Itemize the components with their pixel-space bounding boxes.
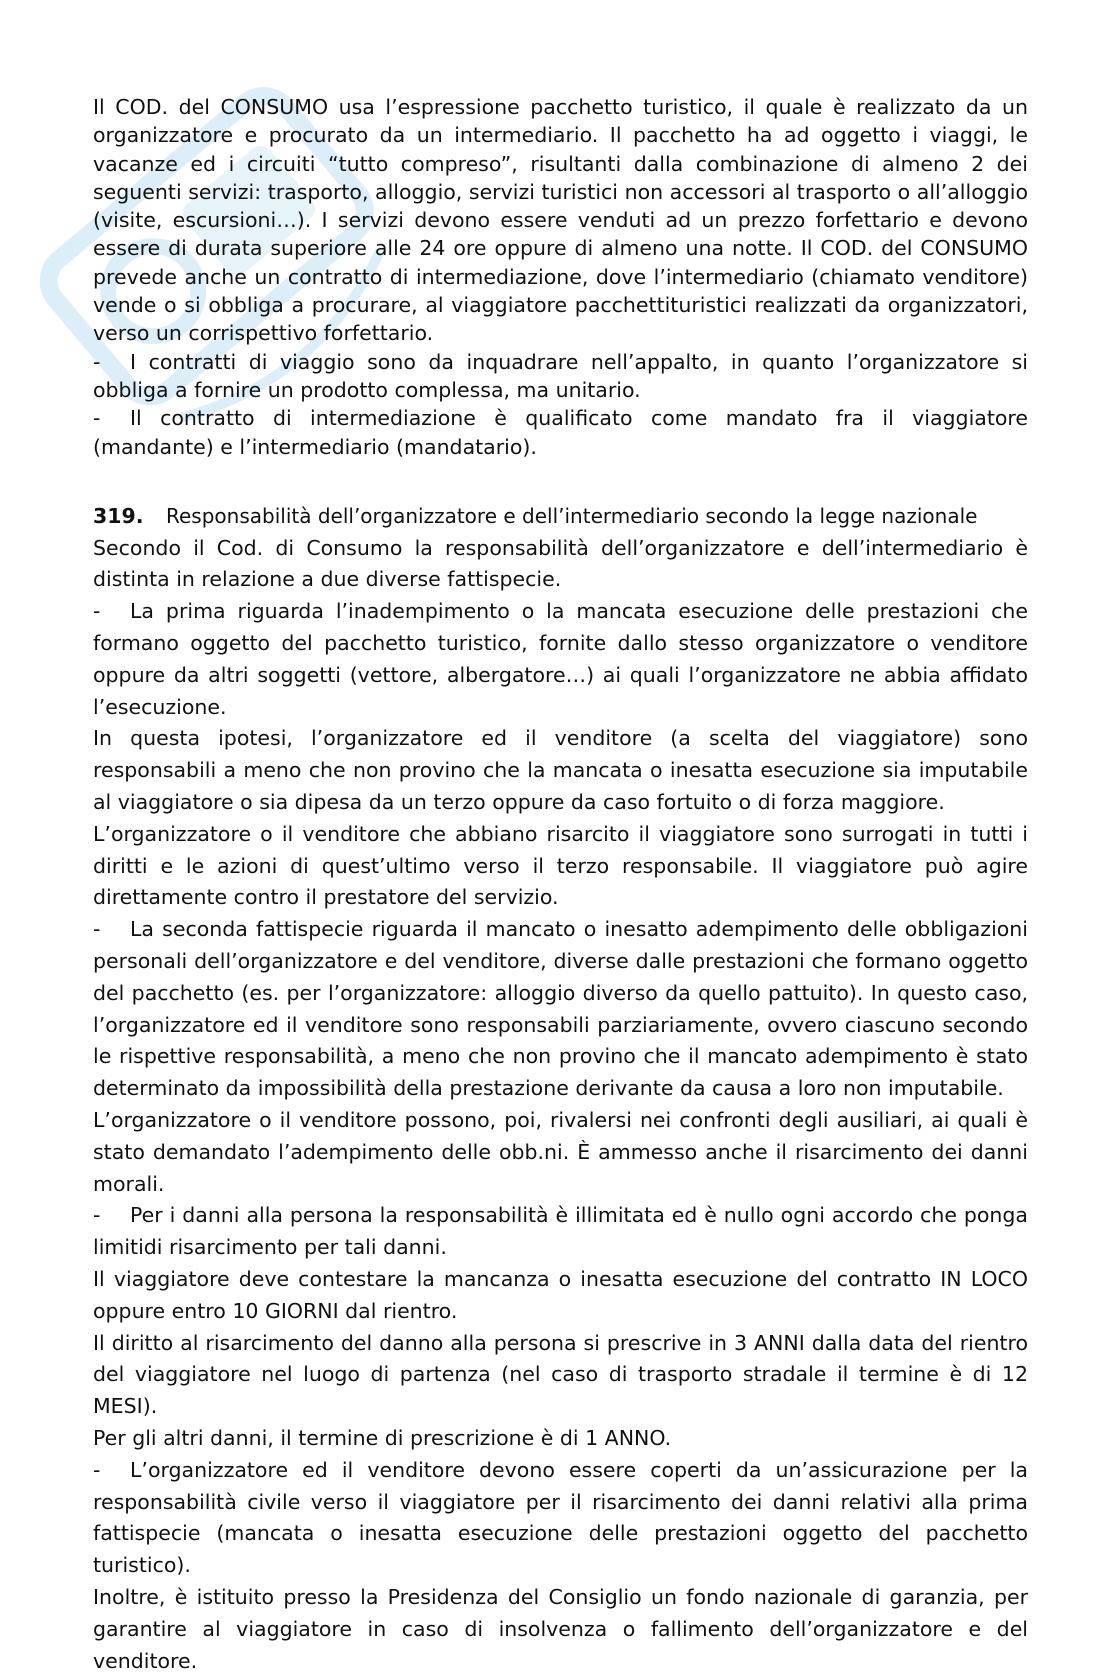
bullet-marker: - (93, 1203, 101, 1228)
list-item-text: Il contratto di intermediazione è qualificato come mandato fra il viaggiatore (mandante) e l’intermediario (mandatario). (93, 406, 1028, 459)
bullet-marker: - (93, 349, 101, 374)
list-item-text: L’organizzatore ed il venditore devono essere coperti da un’assicurazione per la responsabilità civile verso il viaggiatore per il risarcimento dei danni relativi alla prima fattispecie (mancata o inesatta esecuzione delle prestazioni oggetto del pacchetto turistico). (93, 1457, 1028, 1578)
section-319 (93, 501, 1028, 1677)
paragraph: Il viaggiatore deve contestare la mancanza o inesatta esecuzione del contratto IN LOCO oppure entro 10 GIORNI dal rientro. (93, 1266, 1028, 1323)
paragraph: Il diritto al risarcimento del danno alla persona si prescrive in 3 ANNI dalla data del rientro del viaggiatore nel luogo di partenza (nel caso di trasporto stradale il termine è di 12 MESI). (93, 1330, 1028, 1419)
main-text (93, 93, 1028, 1677)
spacer (93, 461, 1028, 501)
list-item (93, 1200, 1028, 1264)
list-item (93, 1455, 1028, 1582)
list-item (93, 596, 1028, 723)
section-heading (93, 501, 1028, 533)
paragraph: Secondo il Cod. di Consumo la responsabilità dell’organizzatore e dell’intermediario è distinta in relazione a due diverse fattispecie. (93, 535, 1028, 592)
paragraph: Inoltre, è istituito presso la Presidenza del Consiglio un fondo nazionale di garanzia, per garantire al viaggiatore in caso di insolvenza o fallimento dell’organizzatore e del venditore. (93, 1584, 1028, 1673)
list-item-text: Per i danni alla persona la responsabilità è illimitata ed è nullo ogni accordo che ponga limitidi risarcimento per tali danni. (93, 1203, 1028, 1260)
list-item-text: La prima riguarda l’inadempimento o la mancata esecuzione delle prestazioni che formano oggetto del pacchetto turistico, fornite dallo stesso organizzatore o venditore oppure da altri soggetti (vettore, albergatore…) ai quali l’organizzatore ne abbia affidato l’esecuzione. (93, 599, 1028, 719)
list-item-text: La seconda fattispecie riguarda il mancato o inesatto adempimento delle obbligazioni personali dell’organizzatore e del venditore, diverse dalle prestazioni che formano oggetto del pacchetto (es. per l’organizzatore: alloggio diverso da quello pattuito). In questo caso, l’organizzatore ed il venditore sono responsabili parziariamente, ovvero ciascuno secondo le rispettive responsabilità, a meno che non provino che il mancato adempimento è stato determinato da impossibilità della prestazione derivante da causa a loro non imputabile. (93, 917, 1028, 1101)
list-item (93, 348, 1028, 405)
list-item (93, 404, 1028, 461)
paragraph: Per gli altri danni, il termine di prescrizione è di 1 ANNO. (93, 1425, 672, 1450)
paragraph: L’organizzatore o il venditore possono, poi, rivalersi nei confronti degli ausiliari, ai quali è stato demandato l’adempimento delle obb.ni. È ammesso anche il risarcimento dei danni morali. (93, 1108, 1028, 1196)
list-item-text: I contratti di viaggio sono da inquadrare nell’appalto, in quanto l’organizzatore si obbliga a fornire un prodotto complessa, ma unitario. (93, 349, 1028, 402)
paragraph: L’organizzatore o il venditore che abbiano risarcito il viaggiatore sono surrogati in tutti i diritti e le azioni di quest’ultimo verso il terzo responsabile. Il viaggiatore può agire direttamente contro il prestatore del servizio. (93, 821, 1028, 910)
bullet-marker: - (93, 599, 101, 624)
paragraph: In questa ipotesi, l’organizzatore ed il venditore (a scelta del viaggiatore) sono responsabili a meno che non provino che la mancata o inesatta esecuzione sia imputabile al viaggiatore o sia dipesa da un terzo oppure da caso fortuito o di forza maggiore. (93, 726, 1028, 815)
paragraph: Il COD. del CONSUMO usa l’espressione pacchetto turistico, il quale è realizzato da un organizzatore e procurato da un intermediario. Il pacchetto ha ad oggetto i viaggi, le vacanze ed i circuiti “tutto compreso”, risultanti dalla combinazione di almeno 2 dei seguenti servizi: trasporto, alloggio, servizi turistici non accessori al trasporto o all’alloggio (visite, escursioni…). I servizi devono essere venduti ad un prezzo forfettario e devono essere di durata superiore alle 24 ore oppure di almeno una notte. Il COD. del CONSUMO prevede anche un contratto di intermediazione, dove l’intermediario (chiamato venditore) vende o si obbliga a procurare, al viaggiatore pacchettituristici realizzati da organizzatori, verso un corrispettivo forfettario. (93, 95, 1028, 346)
section-number: 319. (93, 503, 144, 528)
list-item (93, 914, 1028, 1105)
section-title: Responsabilità dell’organizzatore e dell’intermediario secondo la legge nazionale (166, 503, 978, 528)
bullet-marker: - (93, 1457, 101, 1482)
bullet-marker: - (93, 406, 101, 431)
bullet-marker: - (93, 917, 101, 942)
